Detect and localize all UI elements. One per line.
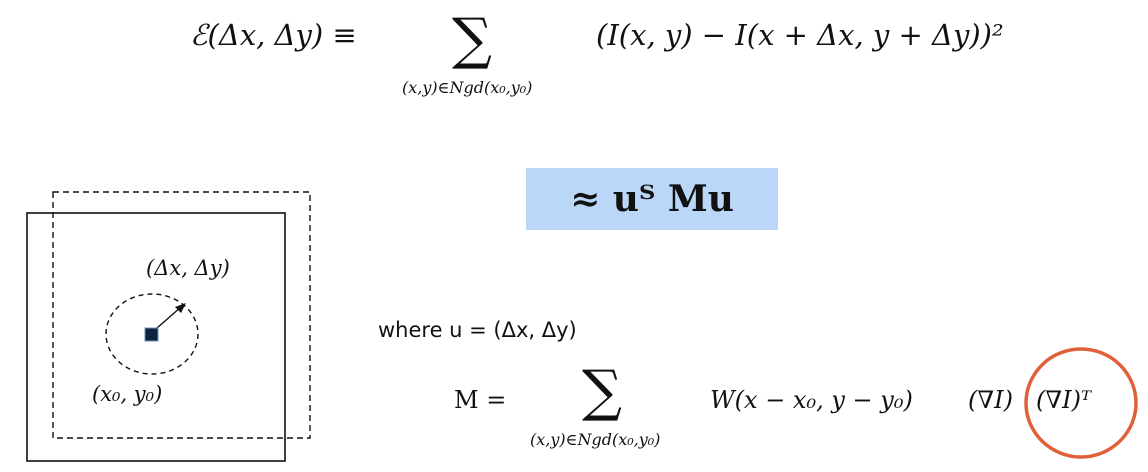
matrix-sum-symbol: ∑ (582, 359, 622, 424)
matrix-gradient-transpose-term: (∇I)ᵀ (1036, 386, 1092, 414)
energy-summand: (I(x, y) − I(x + Δx, y + Δy))² (596, 18, 1004, 52)
center-point (145, 328, 158, 341)
shift-arrow-line (157, 307, 181, 328)
energy-sum-subscript: (x,y)∈Ngd(x₀,y₀) (402, 78, 533, 97)
matrix-sum-subscript: (x,y)∈Ngd(x₀,y₀) (530, 430, 661, 449)
u-definition: where u = (Δx, Δy) (378, 318, 577, 342)
energy-lhs: ℰ(Δx, Δy) ≡ (190, 18, 357, 52)
energy-sum-symbol: ∑ (452, 7, 492, 72)
gradient-transpose-circle (1020, 344, 1144, 460)
approximation-highlight: ≈ uᵀ Mu (526, 168, 778, 230)
matrix-gradient-term: (∇I) (968, 386, 1013, 414)
matrix-weight-term: W(x − x₀, y − y₀) (710, 386, 913, 414)
matrix-lhs: M = (454, 386, 507, 414)
center-label: (x₀, y₀) (92, 382, 163, 406)
shift-label: (Δx, Δy) (146, 256, 230, 280)
window-shift-diagram (0, 180, 330, 472)
gradient-transpose-circle-shape (1026, 349, 1136, 457)
